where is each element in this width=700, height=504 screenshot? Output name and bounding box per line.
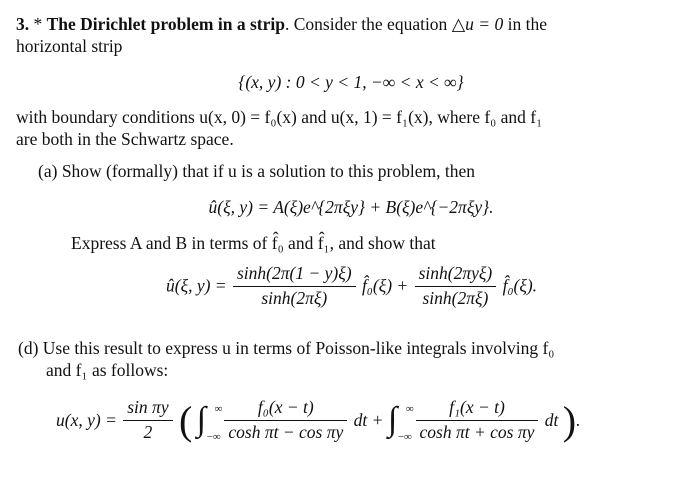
- part-d-label: (d): [18, 337, 39, 358]
- eq2-fraction-1-numerator: sinh(2π(1 − y)ξ): [233, 263, 356, 287]
- integrand-1-denominator: cosh πt − cos πy: [228, 422, 344, 442]
- boundary-conditions: [16, 107, 686, 151]
- intro-text-3: horizontal strip: [16, 35, 123, 56]
- integral-1-upper: ∞: [214, 403, 223, 416]
- integral-2-lower: −∞: [397, 430, 412, 443]
- integrand-2-numerator: f₁(x − t): [416, 397, 539, 421]
- eq2-end: f̂₀(ξ).: [502, 275, 538, 296]
- open-paren: (: [178, 397, 193, 443]
- eq2-fraction-2: [415, 263, 497, 310]
- intro-text-2: in the: [507, 14, 547, 34]
- integral-2-sign: ∫ ∞ −∞: [387, 401, 414, 443]
- integrand-2-fraction: [416, 397, 539, 444]
- eq2-lhs: û(ξ, y) =: [166, 275, 227, 296]
- prefactor-fraction: [123, 397, 172, 444]
- eq2-fraction-1: [233, 263, 356, 310]
- prefactor-denominator: 2: [143, 422, 153, 442]
- part-a: [16, 161, 686, 183]
- laplace-equation: △u = 0: [451, 14, 504, 34]
- bc-line-2: are both in the Schwartz space.: [16, 128, 234, 149]
- prefactor-numerator: sin πy: [123, 397, 172, 421]
- eq2-middle: f̂₀(ξ) +: [361, 275, 409, 296]
- part-a-equation-1: û(ξ, y) = A(ξ)e^{2πξy} + B(ξ)e^{−2πξy}.: [208, 197, 494, 218]
- part-a-equation-2: [16, 263, 686, 310]
- integrand-1-numerator: f₀(x − t): [224, 397, 347, 421]
- dt-1: dt +: [353, 409, 384, 430]
- problem-title: The Dirichlet problem in a strip: [46, 14, 285, 34]
- problem-star: *: [33, 14, 43, 34]
- eq2-fraction-1-denominator: sinh(2πξ): [261, 287, 328, 308]
- bc-line-1: with boundary conditions u(x, 0) = f₀(x) and u(x, 1) = f₁(x), where f₀ and f₁: [16, 106, 543, 127]
- part-a-express: Express A and B in terms of f̂₀ and f̂₁, and show that: [71, 233, 436, 254]
- part-d-text-1: Use this result to express u in terms of Poisson-like integrals involving f₀: [42, 337, 555, 358]
- dt-2: dt: [544, 409, 559, 430]
- strip-set-equation: {(x, y) : 0 < y < 1, −∞ < x < ∞}: [238, 71, 464, 92]
- eq2-fraction-2-numerator: sinh(2πyξ): [415, 263, 497, 287]
- integrand-1-fraction: [224, 397, 347, 444]
- part-d-text-2: and f₁ as follows:: [46, 359, 169, 380]
- part-a-text: Show (formally) that if u is a solution to this problem, then: [61, 161, 475, 182]
- part-d-lhs: u(x, y) =: [56, 409, 117, 430]
- problem-number: 3.: [16, 14, 30, 34]
- integral-1-sign: ∫ ∞ −∞: [196, 401, 223, 443]
- close-paren: ): [562, 397, 577, 443]
- part-d: [16, 338, 686, 382]
- integral-1-lower: −∞: [206, 430, 221, 443]
- part-d-end: .: [576, 409, 581, 430]
- problem-heading: [16, 14, 686, 58]
- part-a-label: (a): [38, 161, 58, 182]
- integrand-2-denominator: cosh πt + cos πy: [419, 422, 535, 442]
- intro-text-1: . Consider the equation: [284, 14, 448, 34]
- part-d-equation: [16, 396, 686, 446]
- eq2-fraction-2-denominator: sinh(2πξ): [422, 287, 489, 308]
- integral-2-upper: ∞: [405, 403, 414, 416]
